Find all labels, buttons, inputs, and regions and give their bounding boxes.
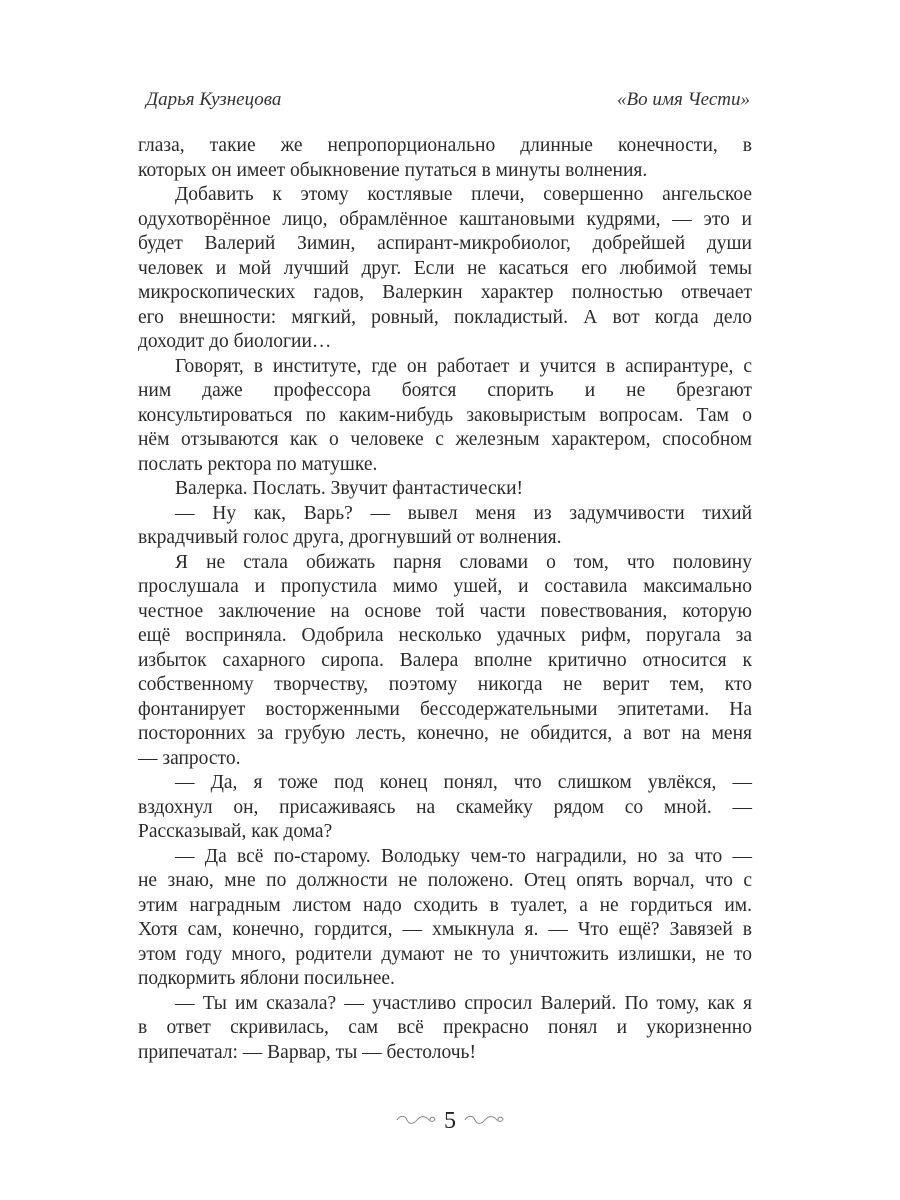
page-number: 5: [444, 1108, 456, 1134]
paragraph: [138, 551, 752, 772]
text-line: вздохнул он, присаживаясь на скамейку рядом со мной. —: [138, 796, 752, 818]
text-line: подкормить яблони посильнее.: [138, 968, 395, 989]
text-line: не знаю, мне по должности не положено. Отец опять ворчал, что с: [138, 870, 752, 891]
text-line: нём отзываются как о человеке с железным характером, способном: [138, 429, 752, 450]
paragraph: [138, 845, 752, 992]
text-line: честное заключение на основе той части повествования, которую: [138, 600, 752, 622]
text-line: — Ну как, Варь? — вывел меня из задумчивости тихий: [175, 502, 752, 524]
text-line: Говорят, в институте, где он работает и учится в аспирантуре, с: [175, 355, 752, 377]
text-line: — Да всё по-старому. Володьку чем-то наградили, но за что —: [175, 845, 752, 867]
text-line: ещё восприняла. Одобрила несколько удачных рифм, поругала за: [138, 625, 752, 646]
text-line: собственному творчеству, поэтому никогда не верит тем, кто: [138, 674, 752, 695]
text-line: микроскопических гадов, Валеркин характер полностью отвечает: [138, 282, 752, 303]
text-line: Рассказывай, как дома?: [138, 821, 333, 842]
text-line: Валерка. Послать. Звучит фантастически!: [175, 478, 524, 499]
text-line: будет Валерий Зимин, аспирант-микробиолог, добрейшей души: [138, 233, 752, 254]
text-line: Хотя сам, конечно, гордится, — хмыкнула я. — Что ещё? Завязей в: [138, 919, 752, 940]
text-line: избыток сахарного сиропа. Валера вполне критично относится к: [138, 649, 752, 671]
text-line: ним даже профессора боятся спорить и не брезгают: [138, 380, 752, 401]
running-header-author: Дарья Кузнецова: [146, 89, 282, 110]
text-line: этом году много, родители думают не то уничтожить излишки, не то: [138, 943, 752, 965]
paragraph: [138, 771, 752, 845]
paragraph: [138, 992, 752, 1066]
text-line: Я не стала обижать парня словами о том, что половину: [175, 551, 752, 573]
text-line: прослушала и пропустила мимо ушей, и составила максимально: [138, 576, 752, 597]
text-line: глаза, такие же непропорционально длинные конечности, в: [138, 135, 752, 156]
text-line: послать ректора по матушке.: [138, 453, 378, 475]
paragraph: [138, 183, 752, 355]
text-line: Добавить к этому костлявые плечи, совершенно ангельское: [175, 184, 752, 205]
text-line: в ответ скривилась, сам всё прекрасно понял и укоризненно: [138, 1017, 752, 1038]
text-line: вкрадчивый голос друга, дрогнувший от волнения.: [138, 527, 562, 548]
text-line: — запросто.: [138, 747, 241, 769]
paragraph: [138, 134, 752, 183]
text-line: одухотворённое лицо, обрамлённое каштановыми кудрями, — это и: [138, 208, 752, 230]
text-line: которых он имеет обыкновение путаться в минуты волнения.: [138, 159, 648, 181]
running-header-title: «Во имя Чести»: [617, 89, 750, 110]
page-footer: [0, 1108, 900, 1135]
text-line: посторонних за грубую лесть, конечно, не обидится, а вот на меня: [138, 723, 752, 744]
text-line: его внешности: мягкий, ровный, покладистый. А вот когда дело: [138, 306, 752, 328]
text-line: консультироваться по каким-нибудь заковыристым вопросам. Там о: [138, 404, 752, 426]
text-line: человек и мой лучший друг. Если не касаться его любимой темы: [138, 257, 752, 279]
body-text: [138, 134, 752, 1065]
paragraph: [138, 502, 752, 551]
paragraph: [138, 355, 752, 478]
text-line: — Да, я тоже под конец понял, что слишком увлёкся, —: [175, 772, 752, 793]
paragraph: [138, 477, 752, 502]
text-line: припечатал: — Варвар, ты — бестолочь!: [138, 1041, 476, 1063]
text-line: доходит до биологии…: [138, 331, 332, 352]
text-line: — Ты им сказала? — участливо спросил Валерий. По тому, как я: [175, 992, 752, 1014]
flourish-right-icon: [463, 1113, 505, 1130]
text-line: фонтанирует восторженными бессодержательными эпитетами. На: [138, 698, 752, 720]
flourish-left-icon: [395, 1113, 437, 1130]
text-line: этим наградным листом надо сходить в туалет, а не гордиться им.: [138, 894, 752, 916]
